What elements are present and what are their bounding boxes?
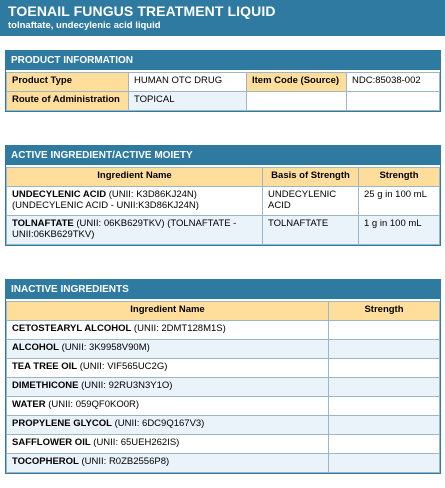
ingredient-name: DIMETHICONE	[12, 380, 79, 391]
ingredient-name-cell	[7, 216, 263, 245]
product-information-section	[5, 50, 441, 112]
table-row	[7, 321, 440, 340]
route-label: Route of Administration	[7, 92, 129, 111]
table-row	[7, 340, 440, 359]
ingredient-name-cell	[7, 378, 329, 397]
column-header-strength: Strength	[359, 168, 440, 187]
strength-cell: 25 g in 100 mL	[359, 187, 440, 216]
inactive-ingredients-section	[5, 279, 441, 474]
inactive-ingredients-table	[6, 301, 440, 473]
column-header-ingredient-name: Ingredient Name	[7, 302, 329, 321]
ingredient-unii: (UNII: 65UEH262IS)	[90, 437, 180, 448]
ingredient-unii: (UNII: VIF565UC2G)	[77, 361, 168, 372]
ingredient-unii: (UNII: K3D86KJ24N) (UNDECYLENIC ACID - UNII:K3D86KJ24N)	[12, 189, 199, 211]
active-ingredient-section	[5, 145, 441, 246]
ingredient-name: UNDECYLENIC ACID	[12, 189, 107, 200]
ingredient-name: TOLNAFTATE	[12, 218, 74, 229]
empty-cell	[347, 92, 440, 111]
strength-cell	[329, 340, 440, 359]
title-bar	[0, 0, 445, 36]
page-title: TOENAIL FUNGUS TREATMENT LIQUID	[8, 3, 276, 19]
ingredient-unii: (UNII: 06KB629TKV) (TOLNAFTATE - UNII:06KB629TKV)	[12, 218, 237, 240]
route-value: TOPICAL	[129, 92, 247, 111]
table-row	[7, 416, 440, 435]
table-row	[7, 216, 440, 245]
ingredient-name: TEA TREE OIL	[12, 361, 78, 372]
strength-cell	[329, 397, 440, 416]
active-ingredient-table	[6, 167, 440, 245]
strength-cell	[329, 359, 440, 378]
ingredient-name: SAFFLOWER OIL	[12, 437, 91, 448]
ingredient-name-cell	[7, 187, 263, 216]
active-ingredient-heading: ACTIVE INGREDIENT/ACTIVE MOIETY	[6, 146, 440, 167]
table-row	[7, 454, 440, 473]
column-header-strength: Strength	[329, 302, 440, 321]
ingredient-name: CETOSTEARYL ALCOHOL	[12, 323, 132, 334]
column-header-basis-of-strength: Basis of Strength	[263, 168, 359, 187]
ingredient-unii: (UNII: 92RU3N3Y1O)	[78, 380, 173, 391]
table-row	[7, 378, 440, 397]
strength-cell: 1 g in 100 mL	[359, 216, 440, 245]
ingredient-name: ALCOHOL	[12, 342, 59, 353]
strength-cell	[329, 454, 440, 473]
item-code-value: NDC:85038-002	[347, 73, 440, 92]
column-header-ingredient-name: Ingredient Name	[7, 168, 263, 187]
ingredient-name-cell	[7, 435, 329, 454]
strength-cell	[329, 435, 440, 454]
ingredient-name-cell	[7, 321, 329, 340]
product-type-value: HUMAN OTC DRUG	[129, 73, 247, 92]
strength-cell	[329, 378, 440, 397]
ingredient-unii: (UNII: 059QF0KO0R)	[45, 399, 140, 410]
ingredient-name: WATER	[12, 399, 46, 410]
empty-cell	[247, 92, 347, 111]
basis-of-strength-cell: TOLNAFTATE	[263, 216, 359, 245]
ingredient-name-cell	[7, 340, 329, 359]
ingredient-unii: (UNII: 6DC9Q167V3)	[111, 418, 205, 429]
strength-cell	[329, 416, 440, 435]
ingredient-name: PROPYLENE GLYCOL	[12, 418, 112, 429]
ingredient-name-cell	[7, 397, 329, 416]
table-row	[7, 397, 440, 416]
inactive-ingredients-heading: INACTIVE INGREDIENTS	[6, 280, 440, 301]
basis-of-strength-cell: UNDECYLENIC ACID	[263, 187, 359, 216]
strength-cell	[329, 321, 440, 340]
ingredient-name-cell	[7, 416, 329, 435]
ingredient-name: TOCOPHEROL	[12, 456, 79, 467]
table-row	[7, 359, 440, 378]
ingredient-unii: (UNII: R0ZB2556P8)	[78, 456, 170, 467]
item-code-label: Item Code (Source)	[247, 73, 347, 92]
ingredient-unii: (UNII: 2DMT128M1S)	[131, 323, 226, 334]
ingredient-name-cell	[7, 359, 329, 378]
page-subtitle: tolnaftate, undecylenic acid liquid	[8, 20, 161, 31]
ingredient-name-cell	[7, 454, 329, 473]
product-information-heading: PRODUCT INFORMATION	[6, 51, 440, 72]
table-row	[7, 435, 440, 454]
ingredient-unii: (UNII: 3K9958V90M)	[58, 342, 150, 353]
table-row	[7, 187, 440, 216]
product-information-table	[6, 72, 440, 111]
product-type-label: Product Type	[7, 73, 129, 92]
